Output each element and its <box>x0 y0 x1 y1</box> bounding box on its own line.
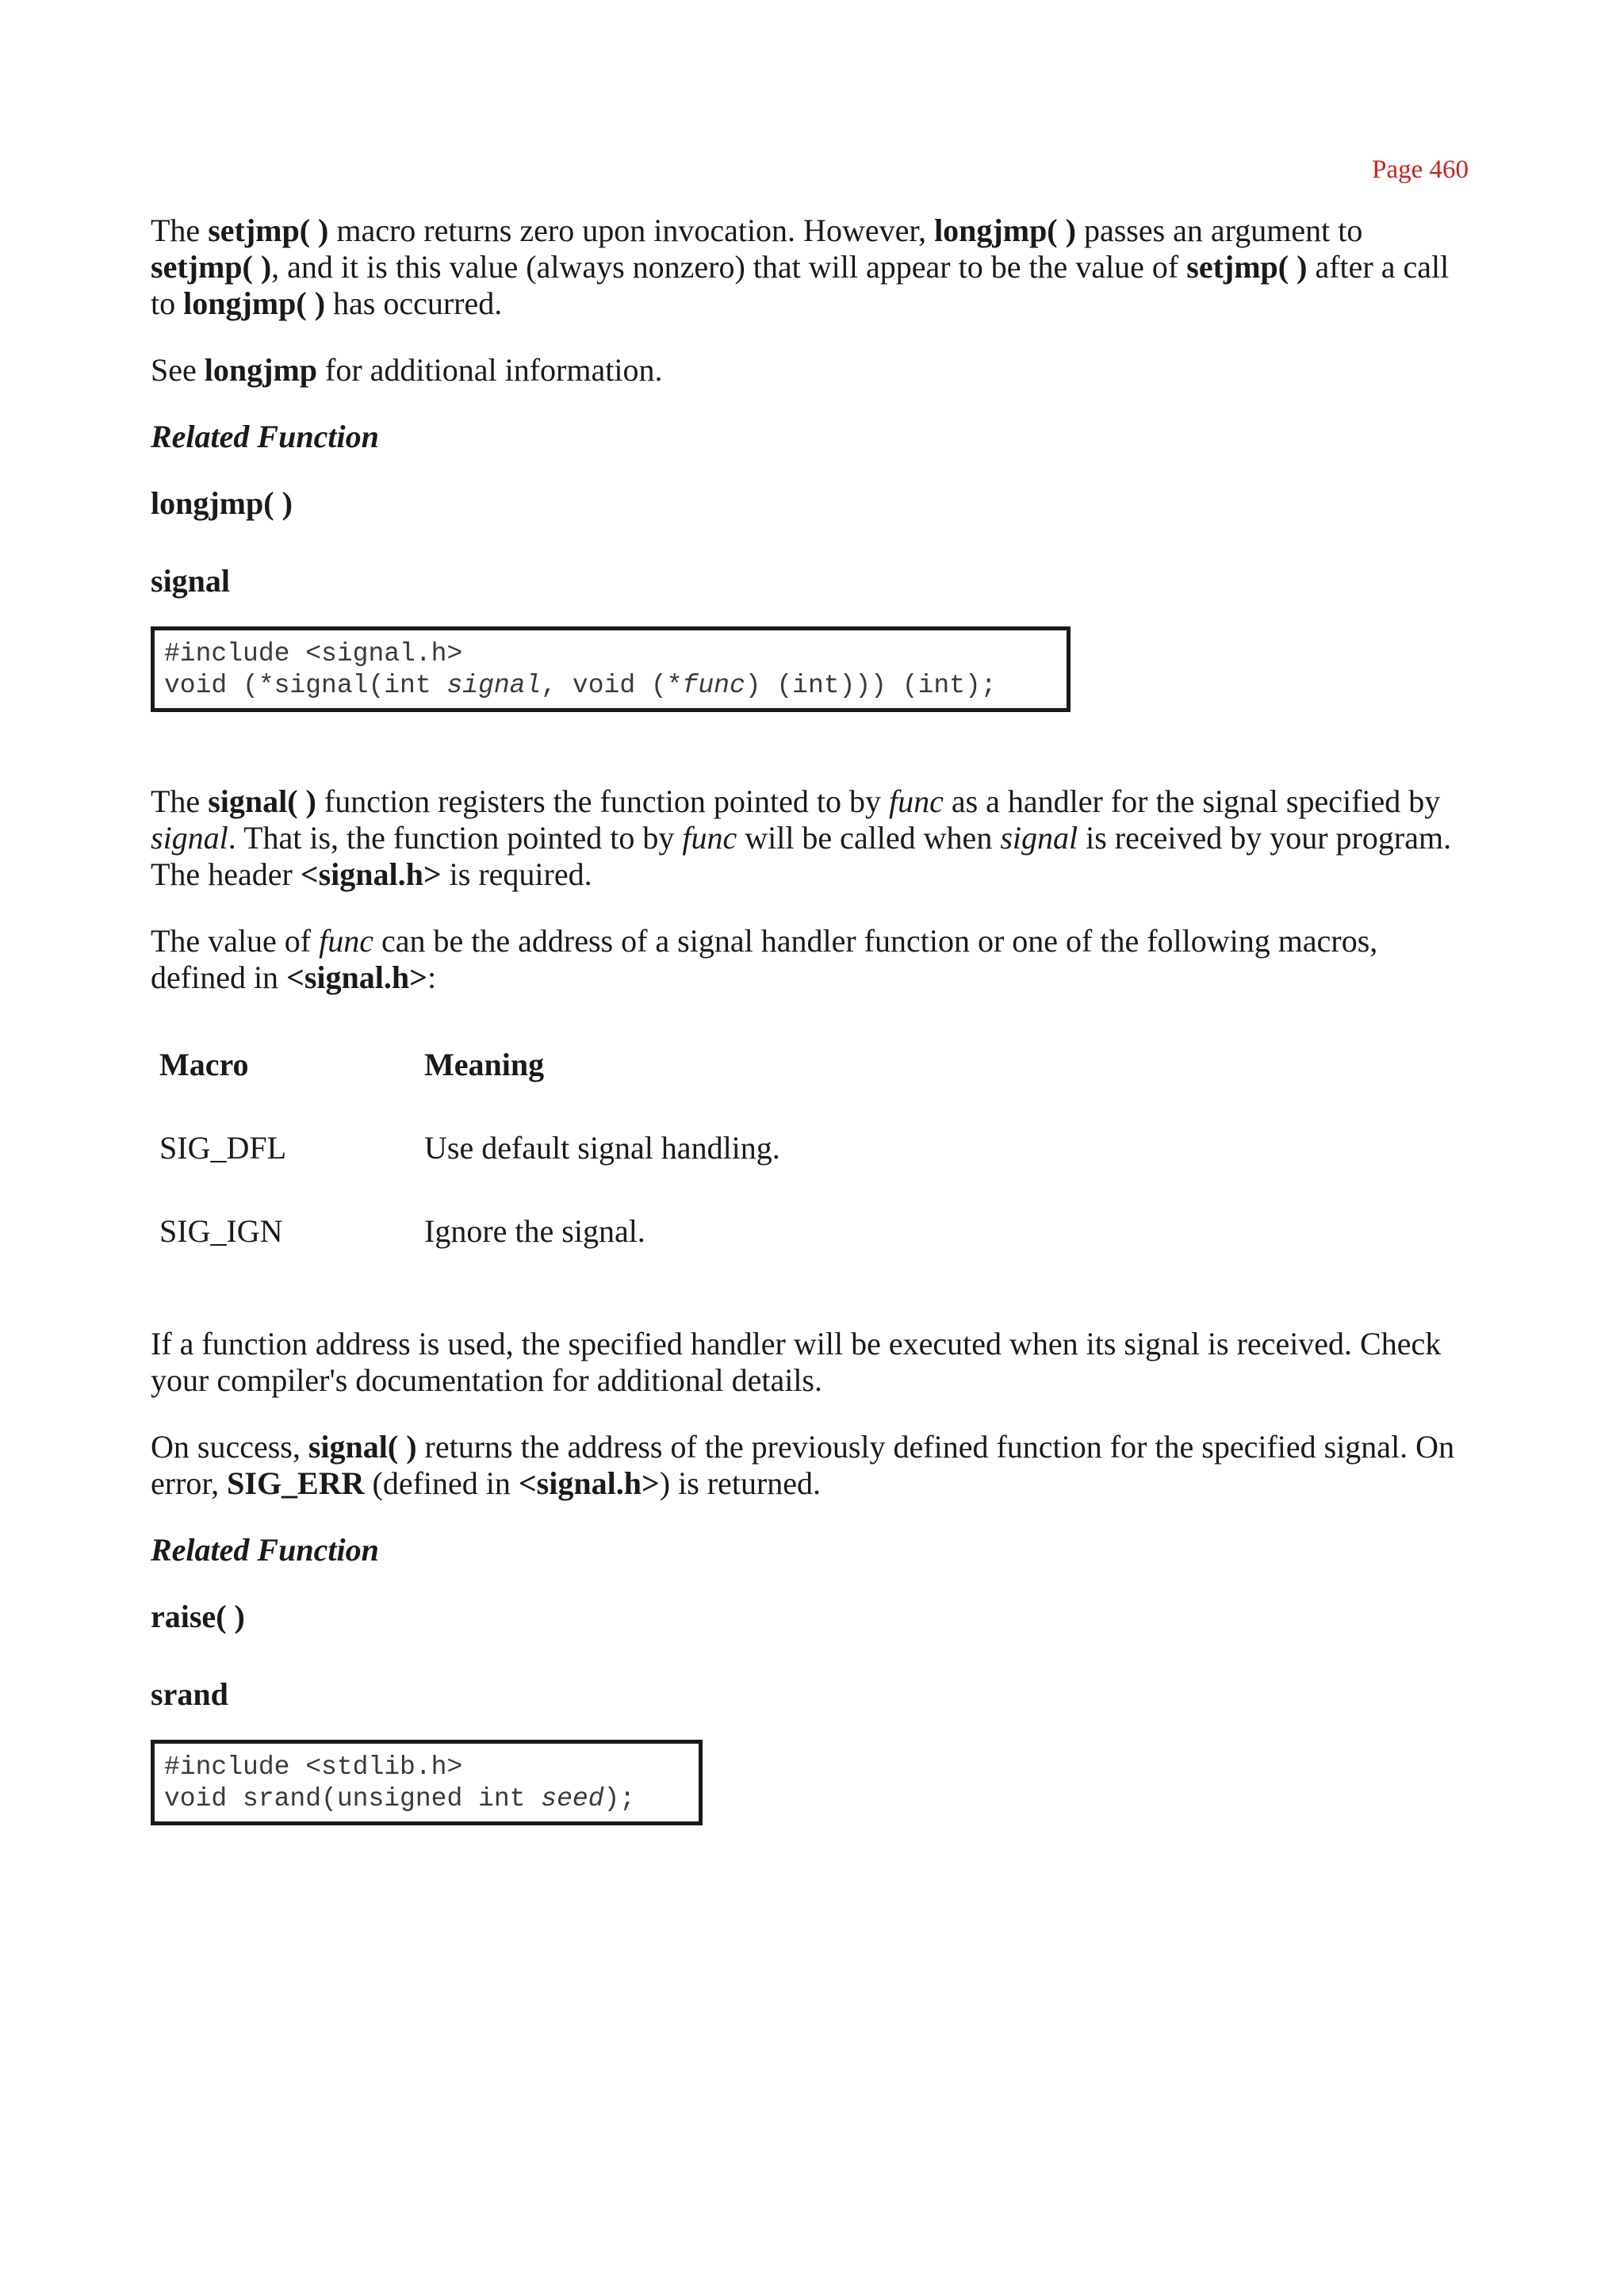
meaning-cell: Ignore the signal. <box>424 1213 645 1249</box>
page-content <box>151 213 1467 1825</box>
function-title-srand: srand <box>151 1676 228 1712</box>
code-term: SIG_ERR <box>227 1465 365 1501</box>
cross-reference: longjmp <box>204 352 318 388</box>
related-function-heading: Related Function <box>151 419 379 454</box>
related-function-heading: Related Function <box>151 1532 379 1568</box>
table-row <box>159 1130 1467 1213</box>
code-term: signal( ) <box>208 783 316 819</box>
function-title-signal: signal <box>151 563 231 599</box>
code-term: longjmp( ) <box>183 285 326 321</box>
related-function-item: longjmp( ) <box>151 485 293 521</box>
code-line: void (*signal(int signal, void (*func) (int))) (int); <box>164 671 997 700</box>
code-term: longjmp( ) <box>934 213 1076 248</box>
signal-description-paragraph: The signal( ) function registers the function pointed to by func as a handler for the signal specified by signal. That is, the function pointed to by func will be called when signal is received by your program. The header <signal.h> is required. <box>151 783 1452 892</box>
code-term: <signal.h> <box>518 1465 660 1501</box>
param-term: func <box>682 820 737 856</box>
table-header-row <box>159 1047 1467 1130</box>
code-param: seed <box>541 1784 604 1813</box>
code-term: signal( ) <box>308 1429 417 1465</box>
column-header-macro: Macro <box>159 1047 249 1082</box>
signal-prototype-code-box <box>151 626 1071 712</box>
code-line: void srand(unsigned int seed); <box>164 1784 636 1813</box>
param-term: func <box>319 923 374 959</box>
code-line: #include <signal.h> <box>164 639 463 668</box>
func-value-paragraph: The value of func can be the address of a signal handler function or one of the following macros, defined in <signal.h>: <box>151 923 1378 995</box>
macro-cell: SIG_DFL <box>159 1130 287 1166</box>
code-param: signal <box>446 671 542 700</box>
code-term: setjmp( ) <box>208 213 329 248</box>
param-term: signal <box>1000 820 1078 856</box>
srand-prototype-code-box <box>151 1740 703 1825</box>
code-line: #include <stdlib.h> <box>164 1752 463 1782</box>
param-term: signal <box>151 820 228 856</box>
code-param: func <box>682 671 745 700</box>
param-term: func <box>888 783 944 819</box>
related-function-item: raise( ) <box>151 1599 245 1634</box>
column-header-meaning: Meaning <box>424 1047 545 1082</box>
code-term: setjmp( ) <box>151 249 272 285</box>
page-number: Page 460 <box>1372 155 1469 184</box>
code-term: <signal.h> <box>300 856 442 892</box>
meaning-cell: Use default signal handling. <box>424 1130 780 1166</box>
macro-table <box>159 1047 1467 1250</box>
handler-address-paragraph: If a function address is used, the specified handler will be executed when its signal is received. Check your compiler's documentation for additional details. <box>151 1326 1442 1398</box>
code-term: setjmp( ) <box>1186 249 1308 285</box>
setjmp-description-paragraph: The setjmp( ) macro returns zero upon invocation. However, longjmp( ) passes an argument to setjmp( ), and it is this value (always nonzero) that will appear to be the value of setjmp( ) after a call to longjmp( ) has occurred. <box>151 213 1450 321</box>
code-term: <signal.h> <box>286 959 427 995</box>
macro-cell: SIG_IGN <box>159 1213 283 1249</box>
table-row <box>159 1213 1467 1250</box>
return-value-paragraph: On success, signal( ) returns the address of the previously defined function for the specified signal. On error, SIG_ERR (defined in <signal.h>) is returned. <box>151 1429 1455 1501</box>
see-also-paragraph: See longjmp for additional information. <box>151 352 663 388</box>
